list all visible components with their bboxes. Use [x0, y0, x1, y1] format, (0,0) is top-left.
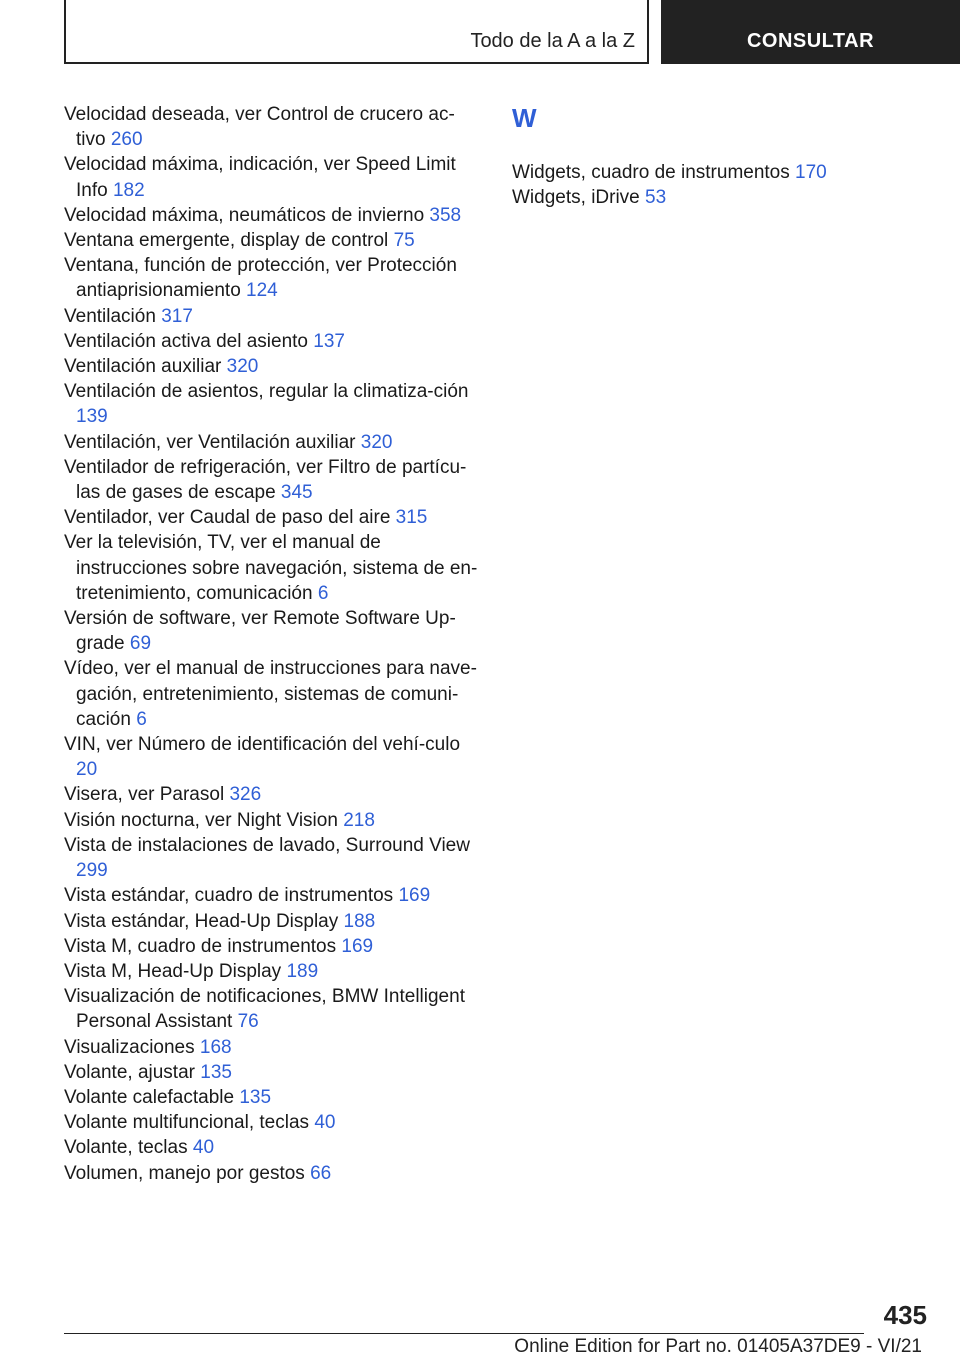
index-entry-page-link[interactable]: 169 [341, 935, 374, 957]
index-entry [64, 455, 484, 505]
index-entry-page-link[interactable]: 76 [237, 1011, 259, 1033]
index-entry [64, 883, 484, 908]
index-entry [64, 1161, 484, 1186]
index-entry [64, 505, 484, 530]
footer-divider [64, 1333, 864, 1334]
index-entry-page-link[interactable]: 40 [192, 1137, 215, 1159]
index-entry-page-link[interactable]: 182 [112, 179, 145, 201]
index-entry-page-link[interactable]: 69 [129, 633, 152, 655]
index-entry-text: Volante calefactable [64, 1086, 235, 1108]
index-entry-text: Widgets, cuadro de instrumentos [512, 162, 790, 183]
index-entry-text: Visualizaciones [64, 1036, 195, 1058]
index-entry [64, 354, 484, 379]
index-entry [64, 329, 484, 354]
index-entry-page-link[interactable]: 40 [314, 1112, 336, 1134]
index-entry-text: Ventilación activa del asiento [64, 330, 308, 352]
index-entry [64, 934, 484, 959]
index-entry-text: Vista M, cuadro de instrumentos [64, 935, 337, 957]
index-entry [64, 1135, 484, 1160]
index-entry [64, 1035, 484, 1060]
index-entry-text: Ventilador, ver Caudal de paso del aire [64, 507, 391, 529]
index-entry-page-link[interactable]: 124 [246, 280, 278, 302]
index-entry-text: VIN, ver Número de identificación del vehí‐culo [64, 734, 461, 756]
index-entry-text: Widgets, iDrive [512, 187, 640, 209]
index-entry-page-link[interactable]: 188 [343, 910, 376, 932]
index-entry [64, 808, 484, 833]
index-entry [64, 304, 484, 329]
index-entry [64, 530, 484, 606]
chapter-tab[interactable] [661, 0, 960, 64]
index-entry [64, 984, 484, 1034]
index-entry-text: Ventilación, ver Ventilación auxiliar [64, 431, 356, 453]
index-entry-text: Ver la televisión, TV, ver el manual de instrucciones sobre navegación, sistema de en‐tretenimiento, comunicación [64, 532, 478, 604]
index-entry-text: Volante multifuncional, teclas [64, 1112, 310, 1134]
section-title: Todo de la A a la Z [470, 30, 635, 52]
index-entry-page-link[interactable]: 20 [76, 759, 98, 781]
index-entry [64, 732, 484, 782]
index-entries-w [512, 160, 912, 210]
index-entry-text: Visión nocturna, ver Night Vision [64, 809, 338, 831]
index-entry-text: Ventilación [64, 305, 156, 327]
index-column-left [64, 102, 484, 1186]
index-entry-page-link[interactable]: 170 [795, 162, 827, 183]
index-entry-page-link[interactable]: 260 [110, 129, 143, 151]
index-entry [64, 1110, 484, 1135]
chapter-tab-label: CONSULTAR [746, 30, 875, 52]
index-entry [64, 253, 484, 303]
index-entry-page-link[interactable]: 66 [310, 1162, 332, 1184]
index-entry-text: Ventilación auxiliar [64, 356, 222, 378]
index-entry-page-link[interactable]: 189 [286, 960, 319, 982]
index-entry-text: Velocidad máxima, indicación, ver Speed Limit Info [64, 154, 456, 201]
index-entry [64, 1085, 484, 1110]
index-entry [64, 152, 484, 202]
index-entry-page-link[interactable]: 326 [229, 784, 262, 806]
index-entry [64, 379, 484, 429]
index-entry [64, 656, 484, 732]
index-entry-page-link[interactable]: 137 [313, 330, 345, 352]
index-entry [64, 606, 484, 656]
index-entry-text: Ventana, función de protección, ver Protección antiaprisionamiento [64, 255, 457, 302]
index-entry-text: Velocidad deseada, ver Control de crucero ac‐tivo [64, 104, 455, 151]
index-entry-page-link[interactable]: 218 [343, 809, 375, 831]
index-entry-text: Vista estándar, Head-Up Display [64, 910, 339, 932]
index-entry-text: Vista de instalaciones de lavado, Surround View [64, 834, 470, 856]
index-entry-page-link[interactable]: 169 [398, 885, 431, 907]
index-entry-text: Ventana emergente, display de control [64, 230, 389, 252]
index-column-right [512, 102, 912, 210]
index-entry-text: Volante, teclas [64, 1137, 188, 1159]
index-entry-text: Ventilador de refrigeración, ver Filtro de partícu‐las de gases de escape [64, 456, 467, 504]
index-entry-text: Volante, ajustar [64, 1061, 195, 1083]
index-entry-page-link[interactable]: 320 [360, 431, 393, 453]
index-entry-text: Volumen, manejo por gestos [64, 1162, 305, 1184]
index-entry-page-link[interactable]: 53 [645, 187, 667, 209]
index-entry [64, 782, 484, 807]
index-entry-page-link[interactable]: 345 [280, 482, 313, 504]
index-entry-text: Versión de software, ver Remote Software Up‐grade [64, 608, 456, 655]
index-entry [64, 430, 484, 455]
header-section-box [64, 0, 649, 64]
index-entry-page-link[interactable]: 299 [76, 860, 108, 882]
index-entry [64, 909, 484, 934]
page-number: 435 [883, 1300, 927, 1330]
index-entry-text: Vídeo, ver el manual de instrucciones para nave‐gación, entretenimiento, sistemas de comuni‐cación [64, 658, 477, 730]
index-entry-page-link[interactable]: 135 [200, 1061, 232, 1083]
index-entry [64, 102, 484, 152]
index-entry [64, 228, 484, 253]
index-entry-text: Visualización de notificaciones, BMW Intelligent Personal Assistant [64, 986, 465, 1033]
index-letter-heading: W [512, 103, 537, 133]
index-entry-text: Ventilación de asientos, regular la climatiza‐ción [64, 381, 469, 403]
index-entry-page-link[interactable]: 320 [226, 356, 259, 378]
index-entry [512, 160, 912, 185]
index-entry-text: Vista M, Head-Up Display [64, 960, 282, 982]
index-entry-page-link[interactable]: 358 [429, 204, 462, 226]
index-entry [64, 203, 484, 228]
index-entry-page-link[interactable]: 168 [199, 1036, 232, 1058]
index-entry-page-link[interactable]: 139 [76, 406, 108, 428]
index-entry-page-link[interactable]: 135 [239, 1086, 272, 1108]
index-entry-page-link[interactable]: 75 [393, 230, 415, 252]
index-entry [64, 959, 484, 984]
index-entry-page-link[interactable]: 317 [161, 305, 193, 327]
index-entry-text: Velocidad máxima, neumáticos de invierno [64, 204, 425, 226]
index-entry [64, 833, 484, 883]
index-entry-text: Vista estándar, cuadro de instrumentos [64, 885, 394, 907]
edition-footer: Online Edition for Part no. 01405A37DE9 - VI/21 [514, 1336, 922, 1357]
index-entry-page-link[interactable]: 6 [317, 582, 329, 604]
index-entry-text: Visera, ver Parasol [64, 784, 225, 806]
index-entry-page-link[interactable]: 315 [395, 507, 428, 529]
index-entry [64, 1060, 484, 1085]
index-entry-page-link[interactable]: 6 [136, 708, 147, 730]
index-entry [512, 185, 912, 210]
